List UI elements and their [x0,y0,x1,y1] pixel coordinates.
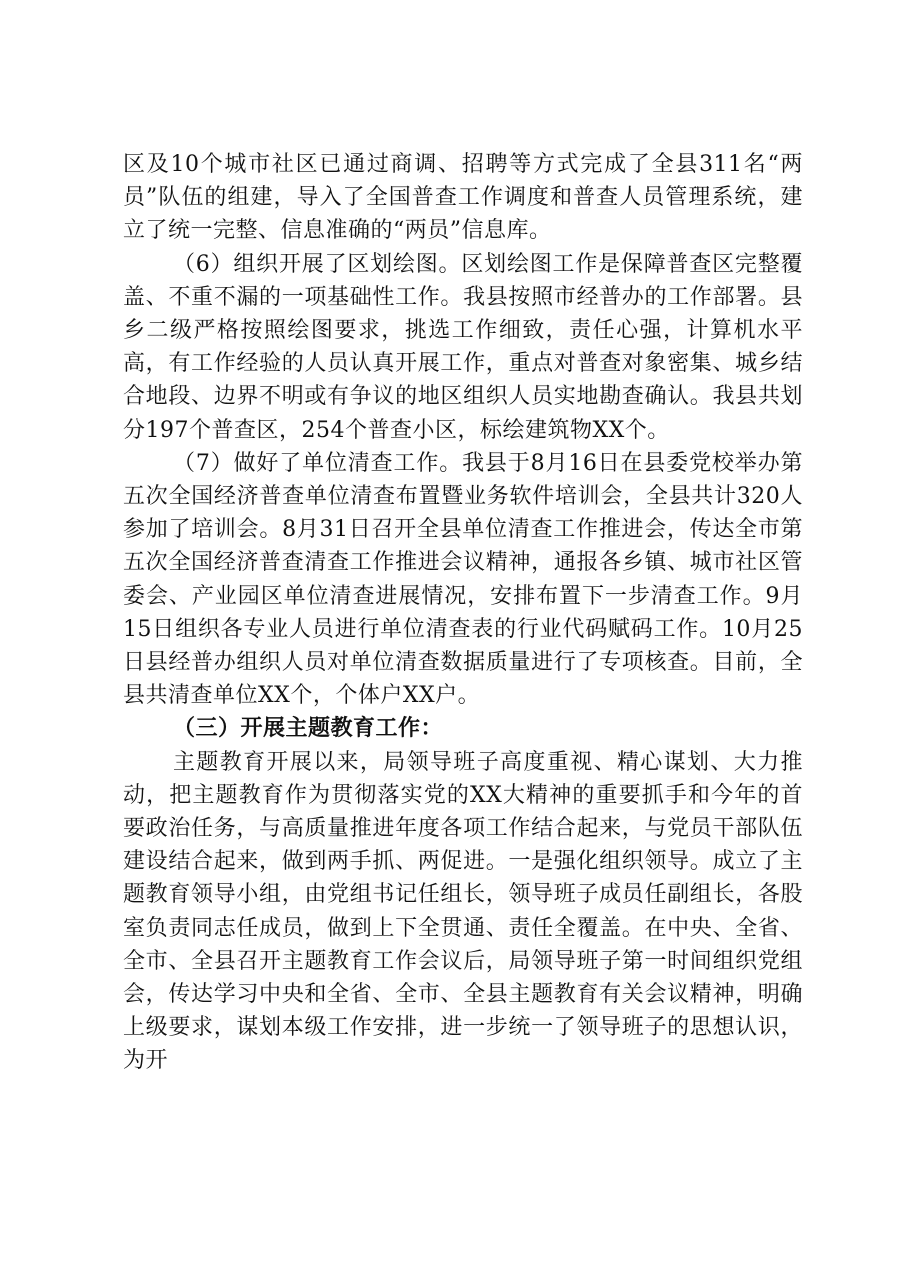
paragraph-theme-education: 主题教育开展以来，局领导班子高度重视、精心谋划、大力推动，把主题教育作为贯彻落实党的XX大精神的重要抓手和今年的首要政治任务，与高质量推进年度各项工作结合起来，与党员干部队伍建设结合起来，做到两手抓、两促进。一是强化组织领导。成立了主题教育领导小组，由党组书记任组长，领导班子成员任副组长，各股室负责同志任成员，做到上下全贯通、责任全覆盖。在中央、全省、全市、全县召开主题教育工作会议后，局领导班子第一时间组织党组会，传达学习中央和全省、全市、全县主题教育有关会议精神，明确上级要求，谋划本级工作安排，进一步统一了领导班子的思想认识，为开 [123,749,803,1074]
paragraph-unit-inventory: （7）做好了单位清查工作。我县于8月16日在县委党校举办第五次全国经济普查单位清查布置暨业务软件培训会，全县共计320人参加了培训会。8月31日召开全县单位清查工作推进会，传达全市第五次全国经济普查清查工作推进会议精神，通报各乡镇、城市社区管委会、产业园区单位清查进展情况，安排布置下一步清查工作。9月15日组织各专业人员进行单位清查表的行业代码赋码工作。10月25日县经普办组织人员对单位清查数据质量进行了专项核查。目前，全县共清查单位XX个，个体户XX户。 [123,450,804,709]
document-body [123,148,803,1078]
paragraph-continuation: 区及10个城市社区已通过商调、招聘等方式完成了全县311名“两员”队伍的组建，导入了全国普查工作调度和普查人员管理系统，建立了统一完整、信息准确的“两员”信息库。 [123,152,803,244]
paragraph-zoning-mapping: （6）组织开展了区划绘图。区划绘图工作是保障普查区完整覆盖、不重不漏的一项基础性工作。我县按照市经普办的工作部署。县乡二级严格按照绘图要求，挑选工作细致，责任心强，计算机水平高，有工作经验的人员认真开展工作，重点对普查对象密集、城乡结合地段、边界不明或有争议的地区组织人员实地勘查确认。我县共划分197个普查区，254个普查小区，标绘建筑物XX个。 [123,251,803,443]
section-heading-theme-education: （三）开展主题教育工作： [173,715,444,742]
